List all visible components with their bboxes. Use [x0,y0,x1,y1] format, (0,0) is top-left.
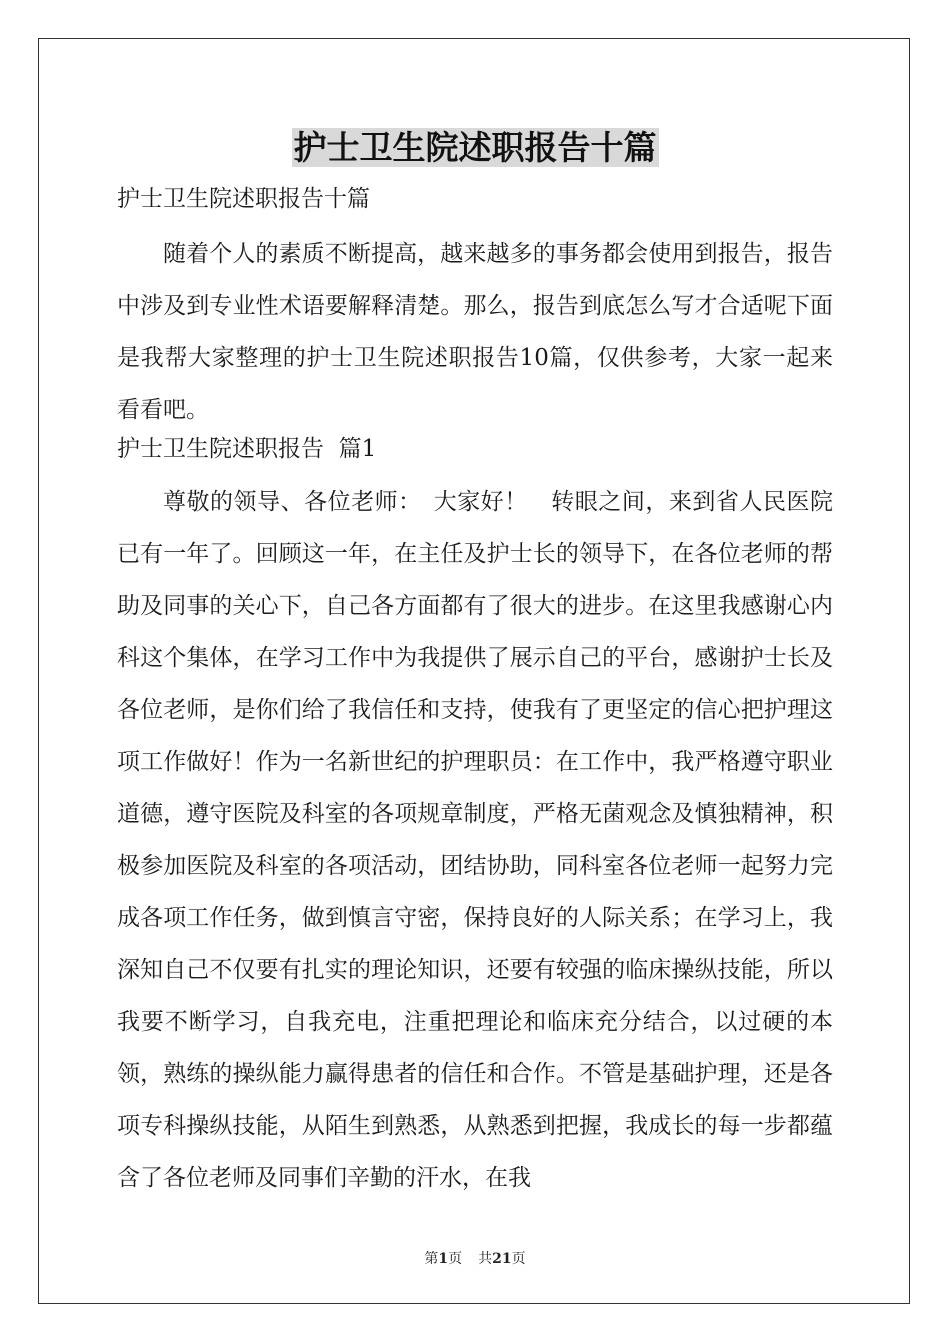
total-prefix: 共 [478,1251,493,1267]
total-pages: 21 [492,1251,512,1267]
section-heading: 护士卫生院述职报告 篇1 [117,436,377,462]
total-suffix: 页 [511,1251,526,1267]
intro-paragraph: 随着个人的素质不断提高，越来越多的事务都会使用到报告，报告中涉及到专业性术语要解释清楚。那么，报告到底怎么写才合适呢下面是我帮大家整理的护士卫生院述职报告10篇，仅供参考，大家一起来看看吧。 [117,241,833,423]
page-number: 1 [438,1251,449,1267]
page-footer [0,1248,950,1268]
document-subtitle: 护士卫生院述职报告十篇 [117,186,370,212]
document-title [0,124,950,172]
section-paragraph: 尊敬的领导、各位老师： 大家好！ 转眼之间，来到省人民医院已有一年了。回顾这一年，在主任及护士长的领导下，在各位老师的帮助及同事的关心下，自己各方面都有了很大的进步。在这里我感谢心内科这个集体，在学习工作中为我提供了展示自己的平台，感谢护士长及各位老师，是你们给了我信任和支持，使我有了更坚定的信心把护理这项工作做好！作为一名新世纪的护理职员：在工作中，我严格遵守职业道德，遵守医院及科室的各项规章制度，严格无菌观念及慎独精神，积极参加医院及科室的各项活动，团结协助，同科室各位老师一起努力完成各项工作任务，做到慎言守密，保持良好的人际关系；在学习上，我深知自己不仅要有扎实的理论知识，还要有较强的临床操纵技能，所以我要不断学习，自我充电，注重把理论和临床充分结合，以过硬的本领，熟练的操纵能力赢得患者的信任和合作。不管是基础护理，还是各项专科操纵技能，从陌生到熟悉，从熟悉到把握，我成长的每一步都蕴含了各位老师及同事们辛勤的汗水，在我 [117,489,833,1191]
page-prefix: 第 [424,1251,439,1267]
document-title-text: 护士卫生院述职报告十篇 [293,128,657,167]
page-suffix: 页 [448,1251,463,1267]
